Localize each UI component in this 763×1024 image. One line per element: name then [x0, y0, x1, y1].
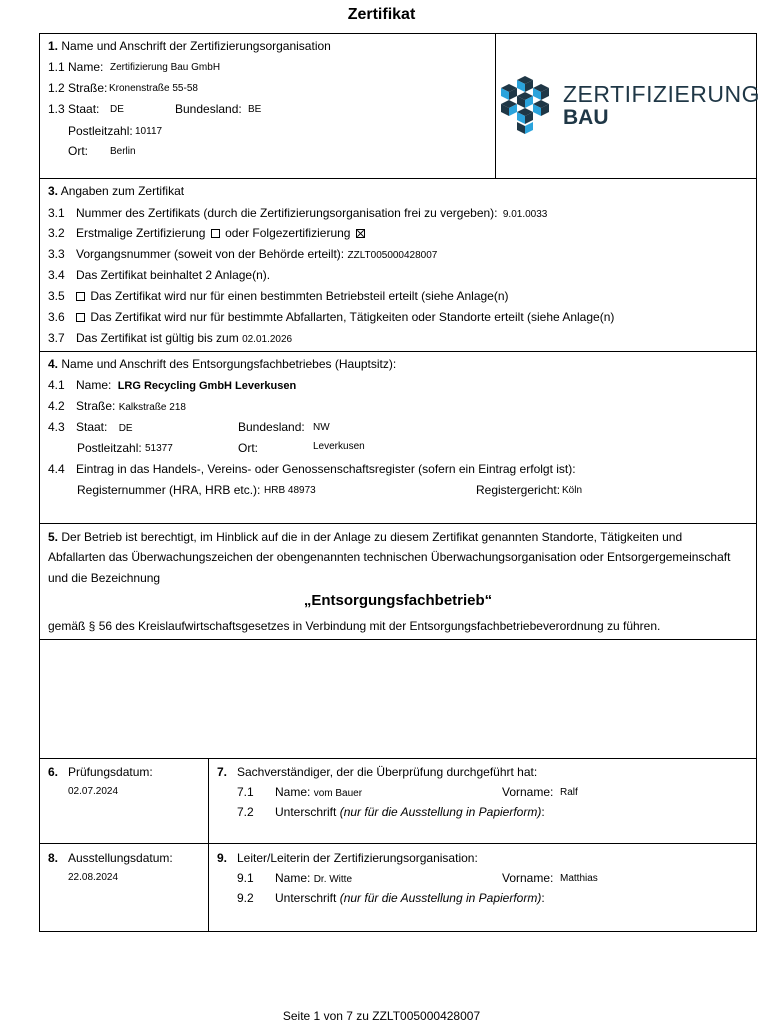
head-name-label: Name: — [275, 871, 311, 885]
logo-text-line2: BAU — [563, 106, 609, 129]
section-7-label: Sachverständiger, der die Überprüfung durchgeführt hat: — [237, 765, 538, 779]
row-number: 3.7 — [48, 331, 65, 345]
row-number: 7.2 — [237, 805, 254, 819]
issuer-state-value: DE — [110, 104, 124, 115]
company-row-4-4 — [48, 462, 576, 476]
certificate-number-value: 9.01.0033 — [502, 209, 548, 220]
row-text: Das Zertifikat wird nur für einen bestimmten Betriebsteil erteilt (siehe Anlage(n) — [90, 289, 509, 303]
row-text: Erstmalige Zertifizierung — [76, 226, 206, 240]
company-land-value: NW — [313, 422, 330, 433]
section-1-title: Name und Anschrift der Zertifizierungsorganisation — [61, 39, 331, 53]
row-text: Das Zertifikat beinhaltet 2 Anlage(n). — [76, 268, 271, 282]
expert-firstname-label: Vorname: — [502, 785, 554, 799]
section-8-heading — [48, 851, 173, 865]
company-city-value: Leverkusen — [313, 441, 365, 452]
row-number: 3.2 — [48, 226, 65, 240]
section-6-heading — [48, 765, 153, 779]
issuer-zip-value: 10117 — [135, 126, 163, 137]
row-number: 3.6 — [48, 310, 65, 324]
company-row-4-3 — [48, 420, 133, 434]
issuer-land-value: BE — [248, 104, 262, 115]
row-number: 4.2 — [48, 399, 65, 413]
company-row-4-2 — [48, 399, 186, 413]
head-firstname-label: Vorname: — [502, 871, 554, 885]
inspection-date-value: 02.07.2024 — [68, 786, 119, 797]
section-4-box — [39, 351, 757, 524]
row-text: Das Zertifikat wird nur für bestimmte Abfallarten, Tätigkeiten oder Standorte erteilt (siehe Anlage(n) — [90, 310, 615, 324]
first-certification-checkbox[interactable] — [211, 229, 220, 238]
cert-row-3-4 — [48, 268, 270, 282]
issuer-street-value: Kronenstraße 55-58 — [109, 83, 198, 94]
row-number: 7.1 — [237, 785, 254, 799]
issuer-land-label: Bundesland: — [175, 102, 242, 116]
expert-firstname-value: Ralf — [560, 787, 578, 798]
page-title: Zertifikat — [347, 6, 416, 23]
company-zip-value: 51377 — [145, 443, 173, 454]
row-text: Nummer des Zertifikats (durch die Zertifizierungsorganisation frei zu vergeben): — [76, 206, 498, 220]
company-street-value: Kalkstraße 218 — [118, 402, 186, 413]
issuer-state-label: 1.3 Staat: — [48, 102, 100, 116]
row-text: Das Zertifikat ist gültig bis zum — [76, 331, 239, 345]
head-signature-colon: : — [541, 891, 545, 905]
section-9-heading — [217, 851, 478, 865]
process-number-value: ZZLT005000428007 — [347, 250, 438, 261]
issuer-name-label: 1.1 Name: — [48, 60, 104, 74]
section-3-heading — [48, 184, 184, 198]
zertifizierung-bau-logo — [497, 76, 760, 134]
cert-row-3-5 — [48, 289, 509, 303]
head-row-9-2 — [237, 891, 545, 905]
section-5-line-4: gemäß § 56 des Kreislaufwirtschaftsgesetzes in Verbindung mit der Entsorgungsfachbetriebeverordnung zu führen. — [48, 619, 661, 633]
register-court-label: Registergericht: — [476, 483, 561, 497]
issuer-name-value: Zertifizierung Bau GmbH — [110, 62, 221, 73]
section-5-line-1 — [48, 530, 682, 544]
row-number: 3.3 — [48, 247, 65, 261]
expert-signature-label: Unterschrift — [275, 805, 337, 819]
section-3-title: Angaben zum Zertifikat — [60, 184, 185, 198]
operating-part-checkbox[interactable] — [76, 292, 85, 301]
expert-signature-colon: : — [541, 805, 545, 819]
row-number: 3.5 — [48, 289, 65, 303]
row-number: 9.2 — [237, 891, 254, 905]
section-5-line-3: und die Bezeichnung — [48, 571, 161, 585]
empty-area-box — [39, 639, 757, 759]
issuer-city-value: Berlin — [110, 146, 136, 157]
section-9-label: Leiter/Leiterin der Zertifizierungsorganisation: — [237, 851, 478, 865]
company-name-label: Name: — [76, 378, 112, 392]
cert-row-3-2 — [48, 226, 367, 240]
section-8-label: Ausstellungsdatum: — [68, 851, 173, 865]
register-court-value: Köln — [562, 485, 583, 496]
head-signature-label: Unterschrift — [275, 891, 337, 905]
section-8-9-divider — [208, 843, 209, 932]
expert-name-label: Name: — [275, 785, 311, 799]
head-row-9-1 — [237, 871, 352, 885]
row-number: 4.3 — [48, 420, 65, 434]
section-6-7-divider — [208, 758, 209, 844]
cert-row-3-3 — [48, 247, 437, 261]
section-3-number: 3. — [48, 184, 59, 198]
company-land-label: Bundesland: — [238, 420, 305, 434]
row-number: 3.4 — [48, 268, 65, 282]
section-1-number: 1. — [48, 39, 59, 53]
head-firstname-value: Matthias — [560, 873, 598, 884]
company-name-value: LRG Recycling GmbH Leverkusen — [117, 380, 297, 392]
section-1-divider — [495, 33, 496, 179]
issuer-city-label: Ort: — [68, 144, 88, 158]
logo-text-line1: ZERTIFIZIERUNG — [563, 81, 760, 107]
section-5-line-2: Abfallarten das Überwachungszeichen der obengenannten technischen Überwachungsorganisation oder Entsorgergemeinschaft — [48, 550, 731, 564]
row-number: 9.1 — [237, 871, 254, 885]
expert-signature-note: (nur für die Ausstellung in Papierform) — [339, 805, 542, 819]
expert-row-7-2 — [237, 805, 545, 819]
section-4-title: Name und Anschrift des Entsorgungsfachbetriebes (Hauptsitz): — [61, 357, 397, 371]
company-street-label: Straße: — [76, 399, 116, 413]
register-number-label: Registernummer (HRA, HRB etc.): — [77, 483, 261, 497]
section-3-box — [39, 178, 757, 352]
logo-cube — [517, 122, 525, 134]
page-footer: Seite 1 von 7 zu ZZLT005000428007 — [282, 1009, 481, 1023]
section-7-number: 7. — [217, 765, 228, 779]
issuer-zip-label: Postleitzahl: — [68, 124, 133, 138]
register-number-value: HRB 48973 — [264, 485, 316, 496]
company-state-label: Staat: — [76, 420, 108, 434]
issuer-street-label: 1.2 Straße: — [48, 81, 108, 95]
row-number: 4.4 — [48, 462, 65, 476]
designation-title: „Entsorgungsfachbetrieb“ — [303, 592, 493, 609]
head-name-value: Dr. Witte — [313, 874, 353, 885]
logo-cube-group — [501, 76, 549, 134]
row-text: Vorgangsnummer (soweit von der Behörde erteilt): — [76, 247, 345, 261]
company-zip-label: Postleitzahl: — [77, 441, 142, 455]
cert-row-3-7 — [48, 331, 292, 345]
section-8-number: 8. — [48, 851, 59, 865]
company-state-value: DE — [118, 423, 133, 434]
row-number: 4.1 — [48, 378, 65, 392]
company-row-4-1 — [48, 378, 296, 392]
section-4-number: 4. — [48, 357, 59, 371]
company-city-label: Ort: — [238, 441, 258, 455]
row-text: oder Folgezertifizierung — [225, 226, 351, 240]
section-4-heading — [48, 357, 396, 371]
section-9-number: 9. — [217, 851, 228, 865]
row-number: 3.1 — [48, 206, 65, 220]
section-7-heading — [217, 765, 537, 779]
cert-row-3-6 — [48, 310, 614, 324]
expert-name-value: vom Bauer — [313, 788, 363, 799]
section-1-heading — [48, 39, 331, 53]
valid-until-value: 02.01.2026 — [242, 334, 293, 345]
register-text: Eintrag in das Handels-, Vereins- oder Genossenschaftsregister (sofern ein Eintrag erfolgt ist): — [76, 462, 576, 476]
section-5-number: 5. — [48, 530, 59, 544]
section-5-text: Der Betrieb ist berechtigt, im Hinblick auf die in der Anlage zu diesem Zertifikat genannten Standorte, Tätigkeiten und — [61, 530, 683, 544]
follow-up-certification-checkbox[interactable] — [356, 229, 365, 238]
section-6-number: 6. — [48, 765, 59, 779]
issue-date-value: 22.08.2024 — [68, 872, 119, 883]
logo-cubes-icon — [497, 76, 551, 134]
waste-types-checkbox[interactable] — [76, 313, 85, 322]
cert-row-3-1 — [48, 206, 547, 220]
section-6-label: Prüfungsdatum: — [68, 765, 153, 779]
expert-row-7-1 — [237, 785, 362, 799]
logo-cube — [525, 122, 533, 134]
head-signature-note: (nur für die Ausstellung in Papierform) — [339, 891, 542, 905]
